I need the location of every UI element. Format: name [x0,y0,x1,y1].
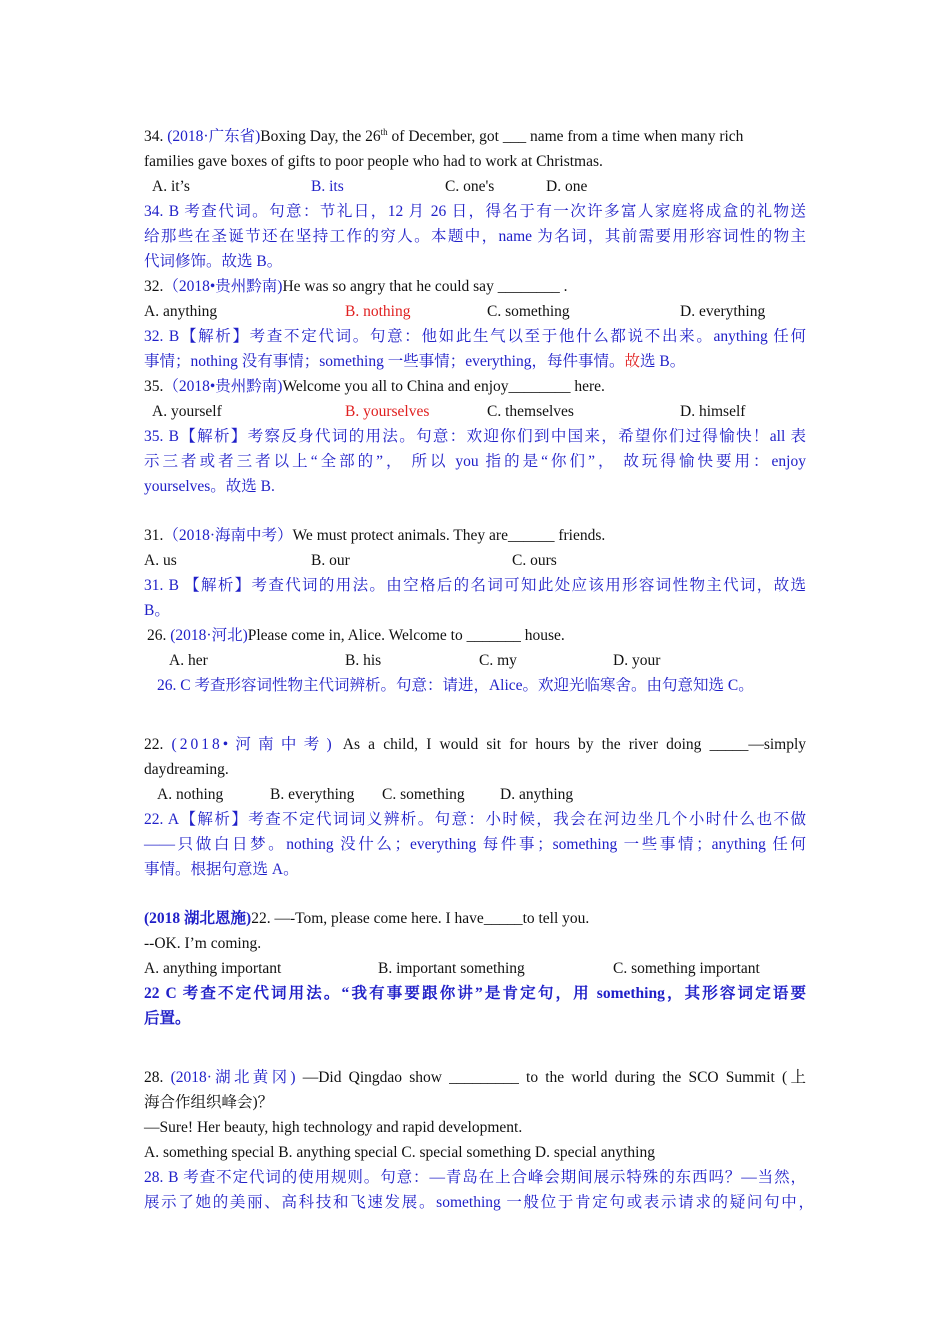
q31-option-b: B. our [311,552,350,569]
q35-option-d: D. himself [680,403,746,420]
q22b-options [144,956,806,981]
q35-options [144,399,806,424]
q26-option-d: D. your [613,652,661,669]
q34-stem-cont: families gave boxes of gifts to poor people who had to work at Christmas. [144,153,603,170]
q34-explanation-line: 给那些在圣诞节还在坚持工作的穷人。本题中，name 为名词，其前需要用形容词性的物主 [144,228,806,245]
q22a-option-a: A. nothing [157,786,224,803]
q31-option-a: A. us [144,552,177,569]
q22a-option-d: D. anything [500,786,574,803]
q22b-source: (2018 湖北恩施) [144,910,252,927]
q28-source: (2018·湖北黄冈) [170,1069,296,1086]
q34-source: (2018·广东省) [167,128,261,145]
q35-option-b: B. yourselves [345,403,430,420]
q22b-stem: (2018 湖北恩施)22. —-Tom, please come here. I have_____to tell you. [144,910,590,927]
q31-options [144,548,806,573]
q31-source: （2018·海南中考） [163,527,293,544]
q35-stem: 35.（2018•贵州黔南)Welcome you all to China and enjoy________ here. [144,378,605,395]
q28-explanation-line: 展示了她的美丽、高科技和飞速发展。something 一般位于肯定句或表示请求的疑问句中， [144,1194,814,1211]
q28-reply: —Sure! Her beauty, high technology and rapid development. [144,1119,523,1136]
q34-options [144,174,806,199]
q34-explanation-line: 34. B 考查代词。句意：节礼日，12 月 26 日，得名于有一次许多富人家庭将成盒的礼物送 [144,203,806,220]
q34-option-d: D. one [546,178,588,195]
q26-options [144,648,806,673]
q26-explanation-line: 26. C 考查形容词性物主代词辨析。句意：请进，Alice。欢迎光临寒舍。由句意知选 C。 [157,677,754,694]
q22a-options [144,782,806,807]
q32-stem: 32.（2018•贵州黔南)He was so angry that he could say ________ . [144,278,568,295]
q22b-option-b: B. important something [378,960,525,977]
q32-explanation-line: 32. B【解析】考查不定代词。句意：他如此生气以至于他什么都说不出来。anything 任何 [144,328,806,345]
q22a-option-c: C. something [382,786,465,803]
q34-option-c: C. one's [445,178,495,195]
q32-explanation-line: 事情；nothing 没有事情；something 一些事情；everything，每件事情。故选 B。 [144,353,686,370]
q35-option-c: C. themselves [487,403,574,420]
q26-option-b: B. his [345,652,382,669]
q22a-explanation-line: 22. A【解析】考查不定代词词义辨析。句意：小时候，我会在河边坐几个小时什么也不做 [144,811,806,828]
q22a-explanation-line: 事情。根据句意选 A。 [144,861,299,878]
q26-option-a: A. her [169,652,208,669]
q28-stem: 28. (2018·湖北黄冈) —Did Qingdao show _________ to the world during the SCO Summit (上 [144,1069,807,1086]
q31-explanation-line: B。 [144,602,170,619]
q22b-explanation-line: 22 C 考查不定代词用法。“我有事要跟你讲”是肯定句，用 something，其形容词定语要 [144,985,806,1002]
q35-explanation-line: 35. B【解析】考察反身代词的用法。句意：欢迎你们到中国来，希望你们过得愉快！all 表 [144,428,806,445]
q31-stem: 31.（2018·海南中考）We must protect animals. They are______ friends. [144,527,606,544]
q22a-option-b: B. everything [270,786,355,803]
q26-stem: 26. (2018·河北)Please come in, Alice. Welcome to _______ house. [147,627,565,644]
q22a-source: (2018•河南中考) [171,736,335,753]
q32-option-b: B. nothing [345,303,411,320]
q28-stem-cont: 海合作组织峰会)？ [144,1094,274,1111]
q28-options: A. something special B. anything special C. special something D. special anything [144,1144,655,1161]
q34-explanation-line: 代词修饰。故选 B。 [144,253,283,270]
q22b-reply: --OK. I’m coming. [144,935,262,952]
q35-explanation-line: 示三者或者三者以上“全部的”， 所以 you 指的是“你们”， 故玩得愉快要用：enjoy [144,453,806,470]
q34-stem: 34. (2018·广东省)Boxing Day, the 26th of December, got ___ name from a time when many rich [144,127,744,145]
q32-source: （2018•贵州黔南) [163,278,283,295]
q32-option-a: A. anything [144,303,218,320]
q28-explanation-line: 28. B 考查不定代词的使用规则。句意：—青岛在上合峰会期间展示特殊的东西吗？—当然， [144,1169,806,1186]
q35-source: （2018•贵州黔南) [163,378,283,395]
q26-source: (2018·河北) [170,627,248,644]
q35-explanation-line: yourselves。故选 B. [144,478,275,495]
q32-options [144,299,806,324]
q32-option-c: C. something [487,303,570,320]
q31-option-c: C. ours [512,552,557,569]
q35-option-a: A. yourself [152,403,222,420]
q34-option-a: A. it’s [152,178,190,195]
q22a-stem-cont: daydreaming. [144,761,229,778]
q22b-explanation-line: 后置。 [144,1010,191,1027]
q22a-explanation-line: ——只做白日梦。nothing 没什么；everything 每件事；something 一些事情；anything 任何 [144,836,806,853]
q22a-stem: 22. (2018•河南中考) As a child, I would sit for hours by the river doing _____—simply [144,736,807,753]
q34-option-b: B. its [311,178,344,195]
q31-explanation-line: 31. B 【解析】考查代词的用法。由空格后的名词可知此处应该用形容词性物主代词，故选 [144,577,806,594]
q32-option-d: D. everything [680,303,766,320]
q22b-option-c: C. something important [613,960,760,977]
q26-option-c: C. my [479,652,517,669]
q34-label: 34. [144,128,168,145]
q22b-option-a: A. anything important [144,960,282,977]
